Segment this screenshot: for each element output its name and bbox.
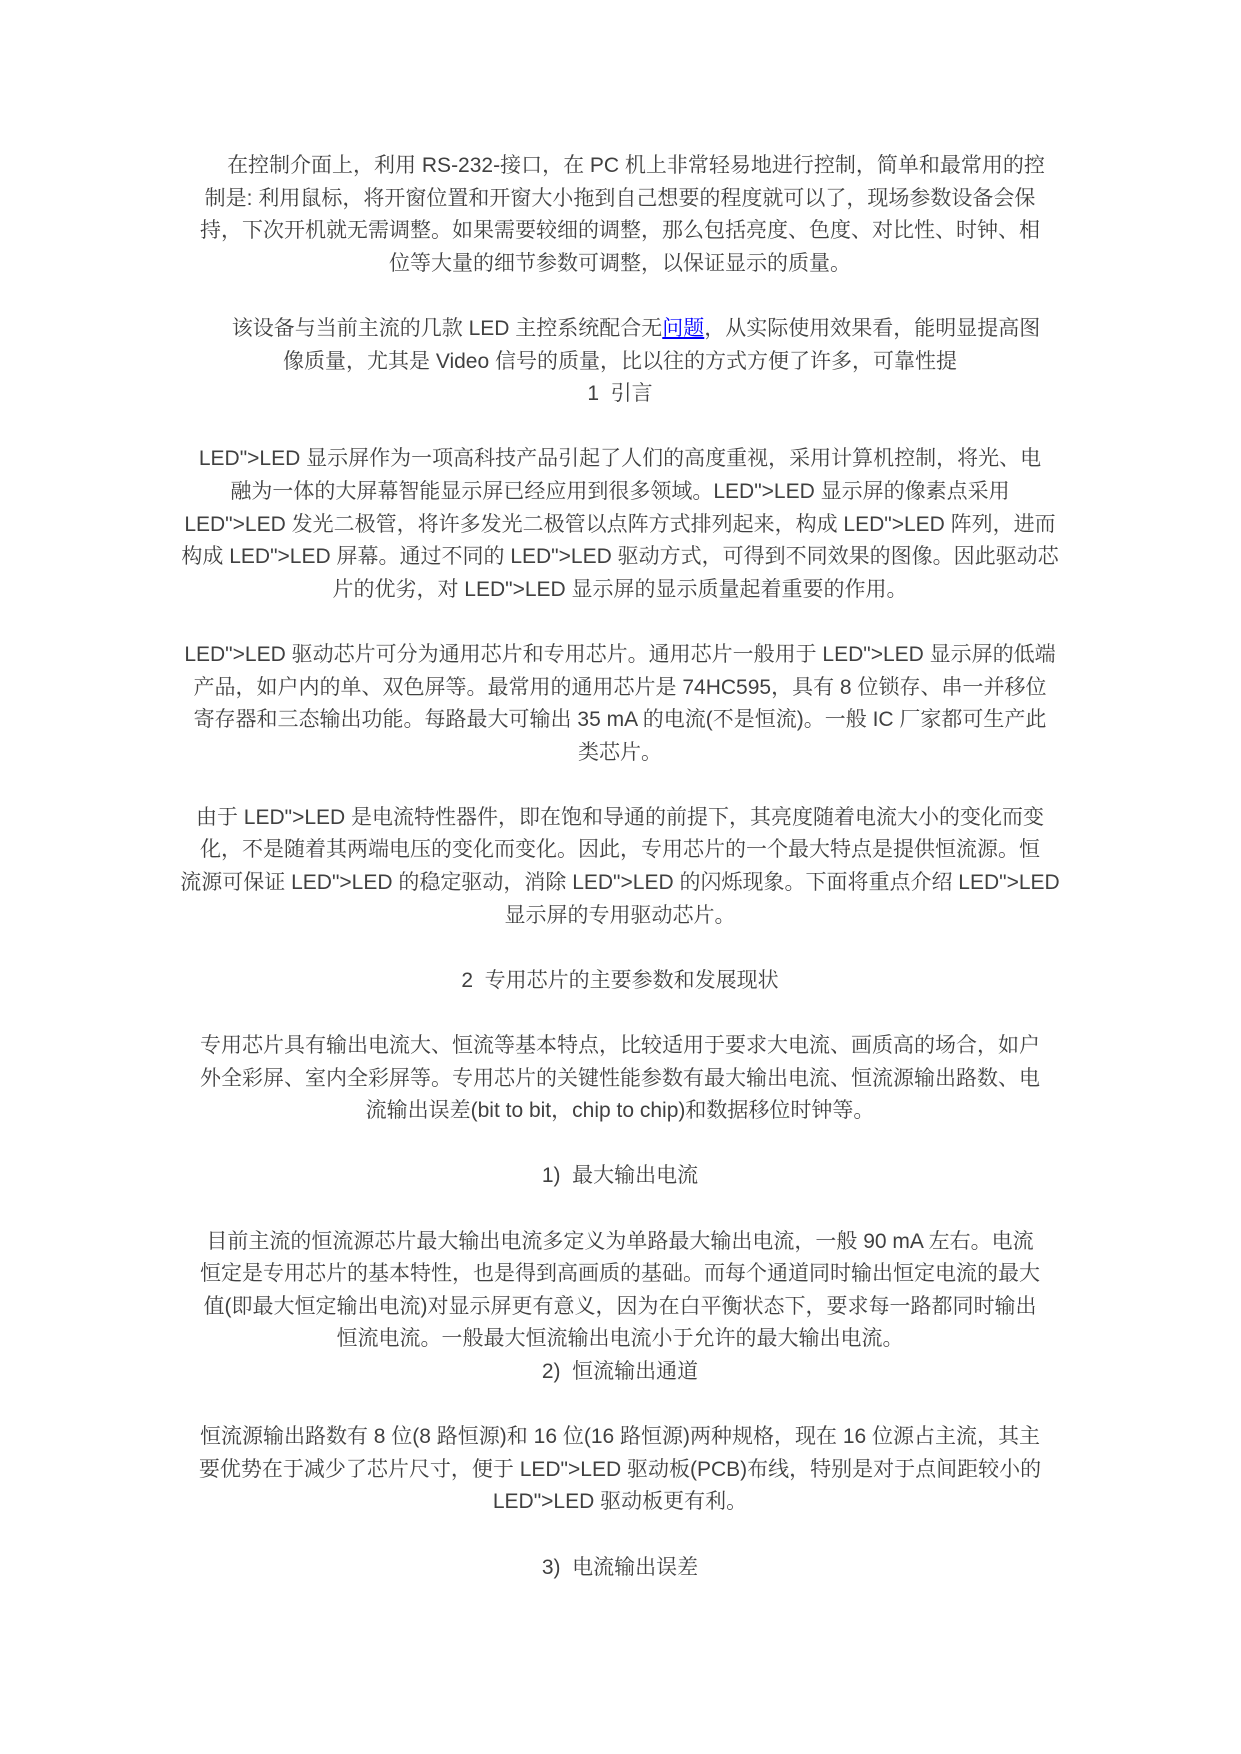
text-line: 要优势在于减少了芯片尺寸，便于 LED">LED 驱动板(PCB)布线，特别是对于点间距较小的 [198,1457,1042,1481]
text-line: 外全彩屏、室内全彩屏等。专用芯片的关键性能参数有最大输出电流、恒流源输出路数、电 [200,1066,1040,1090]
text-line: 片的优劣，对 LED">LED 显示屏的显示质量起着重要的作用。 [332,577,908,601]
text-line: 恒流源输出路数有 8 位(8 路恒源)和 16 位(16 路恒源)两种规格，现在 16 位源占主流，其主 [199,1425,1041,1449]
text-line: 恒定是专用芯片的基本特性，也是得到高画质的基础。而每个通道同时输出恒定电流的最大 [200,1262,1040,1286]
text-line: 在控制介面上，利用 RS-232-接口，在 PC 机上非常轻易地进行控制，简单和最常用的控 [227,154,1045,177]
text-line: 流输出误差(bit to bit，chip to chip)和数据移位时钟等。 [365,1099,875,1123]
text-line: 制是: 利用鼠标，将开窗位置和开窗大小拖到自己想要的程度就可以了，现场参数设备会保 [204,186,1036,210]
text-before-link: 该设备与当前主流的几款 LED 主控系统配合无 [231,316,663,340]
text-line: 目前主流的恒流源芯片最大输出电流多定义为单路最大输出电流，一般 90 mA 左右。电流 [206,1229,1034,1253]
paragraph-control-interface [187,150,1053,280]
paragraph-chip-features [187,1030,1053,1128]
paragraph-max-output-current [187,1226,1053,1356]
text-line: 值(即最大恒定输出电流)对显示屏更有意义，因为在白平衡状态下，要求每一路都同时输出 [203,1294,1037,1318]
subheading-constant-current-channels: 2) 恒流输出通道 [541,1359,699,1383]
text-line: 显示屏的专用驱动芯片。 [504,903,736,927]
paragraph-output-channels [187,1421,1053,1519]
subheading-current-output-error: 3) 电流输出误差 [541,1555,699,1579]
paragraph-driver-chip-types [184,639,1056,769]
problem-link[interactable]: 问题 [662,316,705,340]
text-line: 专用芯片具有输出电流大、恒流等基本特点，比较适用于要求大电流、画质高的场合，如户 [200,1034,1040,1058]
subheading-max-output-current: 1) 最大输出电流 [541,1164,699,1188]
section-heading-introduction: 1 引言 [587,382,653,406]
text-line: 类芯片。 [578,740,662,764]
paragraph-led-display-intro [181,443,1059,606]
document-body [180,150,1060,1584]
text-line: 构成 LED">LED 屏幕。通过不同的 LED">LED 驱动方式，可得到不同效果的图像。因此驱动芯 [181,545,1059,569]
text-after-link: ，从实际使用效果看，能明显提高图 [704,316,1041,340]
text-line: 位等大量的细节参数可调整，以保证显示的质量。 [389,251,851,275]
text-line: 由于 LED">LED 是电流特性器件，即在饱和导通的前提下，其亮度随着电流大小的变化而变 [195,805,1045,829]
text-line: LED">LED 驱动板更有利。 [492,1490,748,1514]
text-line [187,313,1053,346]
text-line: 寄存器和三态输出功能。每路最大可输出 35 mA 的电流(不是恒流)。一般 IC 厂家都可生产此 [193,708,1047,732]
text-line: LED">LED 发光二极管，将许多发光二极管以点阵方式排列起来，构成 LED">LED 阵列，进而 [184,512,1056,536]
text-line: 像质量，尤其是 Video 信号的质量，比以往的方式方便了许多，可靠性提 [283,349,957,373]
text-line: 融为一体的大屏幕智能显示屏已经应用到很多领域。LED">LED 显示屏的像素点采用 [230,479,1010,503]
text-line: 化，不是随着其两端电压的变化而变化。因此，专用芯片的一个最大特点是提供恒流源。恒 [200,838,1040,862]
text-line: LED">LED 驱动芯片可分为通用芯片和专用芯片。通用芯片一般用于 LED">LED 显示屏的低端 [184,642,1056,666]
text-line: 产品，如户内的单、双色屏等。最常用的通用芯片是 74HC595，具有 8 位锁存、串一并移位 [193,675,1047,699]
text-line: 恒流电流。一般最大恒流输出电流小于允许的最大输出电流。 [336,1327,904,1351]
text-line: 流源可保证 LED">LED 的稳定驱动，消除 LED">LED 的闪烁现象。下面将重点介绍 LED">LED [180,871,1060,895]
paragraph-device-compatibility [187,313,1053,378]
text-line: LED">LED 显示屏作为一项高科技产品引起了人们的高度重视，采用计算机控制，将光、电 [198,447,1042,471]
paragraph-constant-current [180,802,1060,932]
section-heading-parameters: 2 专用芯片的主要参数和发展现状 [461,968,779,992]
text-line: 持，下次开机就无需调整。如果需要较细的调整，那么包括亮度、色度、对比性、时钟、相 [200,219,1040,243]
